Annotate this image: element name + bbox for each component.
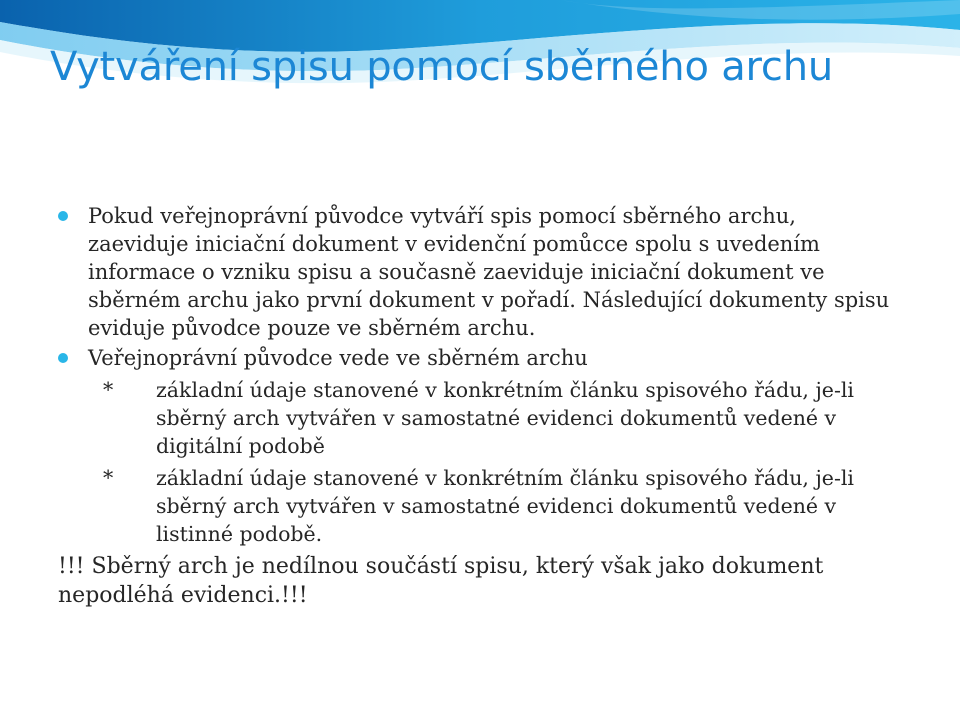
- sub-item-text: základní údaje stanovené v konkrétním článku spisového řádu, je-li sběrný arch vytvářen v samostatné evidenci dokumentů vedené v digitální podobě: [156, 378, 854, 458]
- asterisk-marker: *: [103, 378, 114, 402]
- bullet-item: [58, 202, 898, 342]
- bullet-dot-icon: [58, 211, 68, 221]
- sub-list-item: [58, 464, 898, 548]
- asterisk-marker: *: [103, 466, 114, 490]
- sub-list-item: [58, 376, 898, 460]
- slide-title: Vytváření spisu pomocí sběrného archu: [50, 44, 834, 90]
- important-note: !!! Sběrný arch je nedílnou součástí spisu, který však jako dokument nepodléhá evidenci.!!!: [58, 554, 824, 608]
- sub-item-text: základní údaje stanovené v konkrétním článku spisového řádu, je-li sběrný arch vytvářen v samostatné evidenci dokumentů vedené v listinné podobě.: [156, 466, 854, 546]
- bullet-dot-icon: [58, 353, 68, 363]
- bullet-text: Pokud veřejnoprávní původce vytváří spis pomocí sběrného archu, zaeviduje iniciační dokument v evidenční pomůcce spolu s uvedením informace o vzniku spisu a současně zaeviduje iniciační dokument ve sběrném archu jako první dokument v pořadí. Následující dokumenty spisu eviduje původce pouze ve sběrném archu.: [88, 204, 890, 340]
- bullet-text: Veřejnoprávní původce vede ve sběrném archu: [88, 346, 588, 370]
- slide-content: [58, 202, 898, 610]
- bullet-item: [58, 344, 898, 372]
